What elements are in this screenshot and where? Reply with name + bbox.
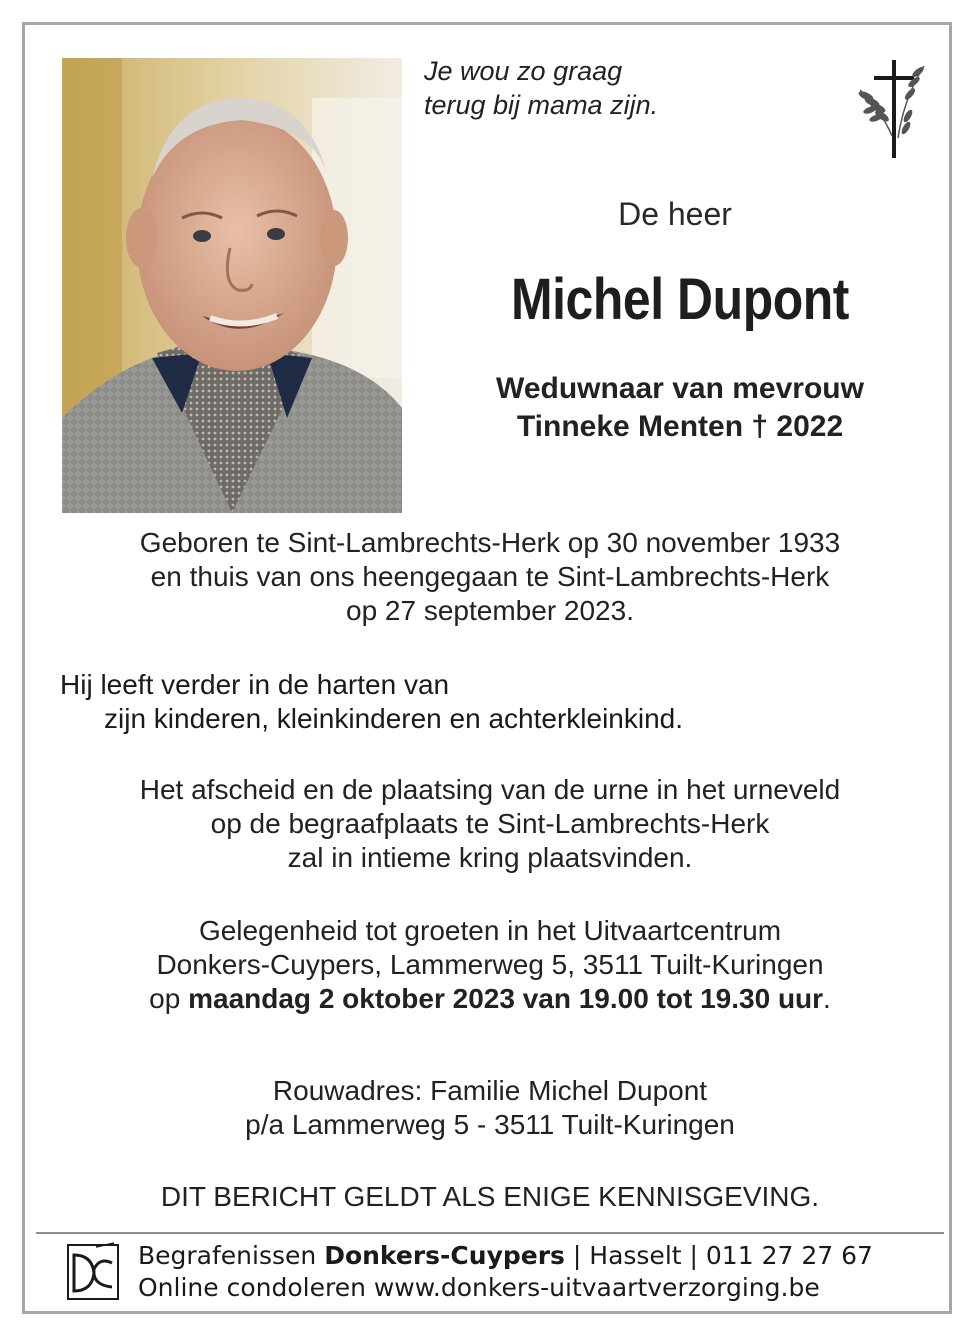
honorific: De heer [618,196,732,232]
spouse-info [420,370,940,446]
spouse-line: Tinneke Menten † 2022 [516,410,844,443]
farewell-block [40,773,940,875]
death-date-line: op 27 september 2023. [346,595,634,626]
family-line: Hij leeft verder in de harten van [60,669,450,700]
dc-monogram-logo-icon [66,1241,120,1301]
death-line: en thuis van ons heengegaan te Sint-Lambrechts-Herk [150,561,830,592]
portrait-illustration [62,58,402,513]
farewell-line: Het afscheid en de plaatsing van de urne in het urneveld [139,774,841,805]
cross-with-wheat-icon [852,58,932,162]
address-line: p/a Lammerweg 5 - 3511 Tuilt-Kuringen [245,1109,735,1140]
quote-line: Je wou zo graag [424,56,623,86]
footer-divider [36,1232,944,1234]
footer-phone: 011 27 27 67 [705,1241,873,1270]
farewell-line: op de begraafplaats te Sint-Lambrechts-Herk [210,808,770,839]
visitation-line: Donkers-Cuypers, Lammerweg 5, 3511 Tuilt-Kuringen [156,949,824,980]
family-line: zijn kinderen, kleinkinderen en achterkleinkind. [104,703,684,734]
visitation-suffix: . [823,983,831,1014]
birth-line: Geboren te Sint-Lambrechts-Herk op 30 november 1933 [139,527,841,558]
footer-line-1 [138,1240,873,1272]
footer-city: Hasselt [589,1241,682,1270]
visitation-datetime-line [40,982,940,1016]
mourning-address-block [40,1074,940,1142]
address-line: Rouwadres: Familie Michel Dupont [272,1075,708,1106]
portrait-photo [62,58,402,513]
footer-condolence-line: Online condoleren www.donkers-uitvaartverzorging.be [138,1273,820,1302]
family-block [60,668,683,736]
funeral-home-footer [138,1240,873,1304]
spouse-line: Weduwnaar van mevrouw [496,372,864,405]
visitation-datetime: maandag 2 oktober 2023 van 19.00 tot 19.30 uur [188,983,824,1014]
visitation-block [40,914,940,1016]
birth-death-block [40,526,940,628]
farewell-line: zal in intieme kring plaatsvinden. [287,842,693,873]
footer-company: Donkers-Cuypers [324,1241,565,1270]
footer-separator: | [564,1241,590,1270]
quote-line: terug bij mama zijn. [424,90,659,120]
footer-separator: | [681,1241,706,1270]
deceased-name: Michel Dupont [510,267,849,332]
quote [424,54,784,122]
visitation-line: Gelegenheid tot groeten in het Uitvaartcentrum [198,915,782,946]
notice-text: DIT BERICHT GELDT ALS ENIGE KENNISGEVING. [160,1181,820,1212]
footer-prefix: Begrafenissen [138,1241,325,1270]
visitation-prefix: op [149,983,189,1014]
